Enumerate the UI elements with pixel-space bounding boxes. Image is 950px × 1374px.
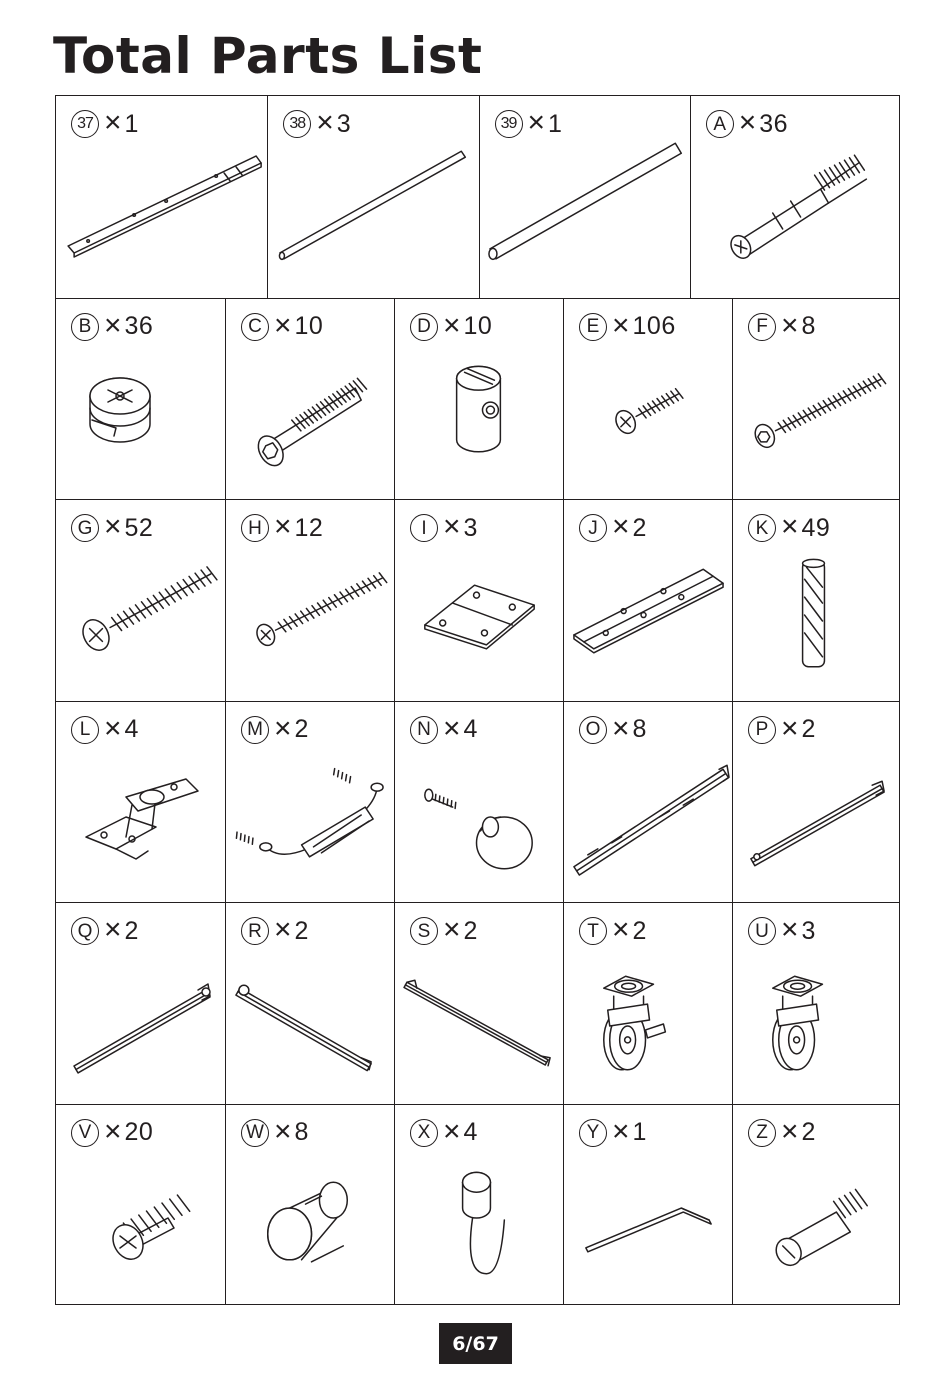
part-label [241,510,324,543]
part-id-badge: B [71,313,99,341]
part-quantity: 1 [632,1118,647,1146]
part-quantity: 2 [801,715,816,743]
part-id-badge: J [579,514,607,542]
times-icon: × [104,308,122,342]
part-id-badge: W [241,1119,269,1147]
part-quantity: 1 [548,109,563,138]
cabinet-hinge-icon [56,747,225,897]
part-quantity: 3 [801,916,816,945]
part-cell [563,299,732,500]
part-label [748,510,831,543]
times-icon: × [104,1114,122,1148]
part-label [495,106,563,139]
part-id-badge: D [410,313,438,341]
times-icon: × [612,913,630,946]
part-id-badge: A [706,110,734,138]
part-quantity: 106 [632,312,676,340]
piano-hinge-icon [564,545,732,695]
times-icon: × [443,510,461,543]
part-cell [732,702,901,903]
times-icon: × [527,106,546,139]
short-screw-icon [564,344,732,494]
part-id-badge: 39 [495,110,523,138]
part-label [579,308,676,342]
part-label [71,308,154,342]
part-id-badge: X [410,1119,438,1147]
part-id-badge: P [748,716,776,744]
part-cell [732,299,901,500]
times-icon: × [316,106,334,139]
part-label [579,510,647,543]
brake-caster-icon [564,948,732,1098]
thin-rod-icon [268,141,478,291]
times-icon: × [781,308,799,342]
small-hinge-icon [395,545,563,695]
times-icon: × [612,1114,630,1148]
part-id-badge: Z [748,1119,776,1147]
part-cell [732,1105,901,1306]
part-quantity: 8 [801,312,816,340]
part-cell [56,903,225,1104]
page-title: Total Parts List [53,27,483,85]
parts-row [56,701,899,903]
times-icon: × [443,913,461,946]
part-id-badge: Q [71,917,99,945]
part-label [748,1114,816,1148]
times-icon: × [104,510,122,543]
part-label [748,913,816,946]
part-label [410,913,478,946]
part-quantity: 36 [759,109,789,138]
times-icon: × [612,510,630,543]
part-quantity: 2 [463,916,478,945]
long-screw-icon [733,344,901,494]
part-cell [225,702,394,903]
part-label [71,913,139,946]
part-cell [394,500,563,701]
part-id-badge: E [579,313,607,341]
times-icon: × [443,711,461,745]
part-id-badge: F [748,313,776,341]
pan-head-screw-icon [56,545,225,695]
part-label [241,1114,309,1148]
flat-head-screw-icon [226,545,394,695]
times-icon: × [612,308,630,342]
part-label [410,510,478,543]
part-id-badge: M [241,716,269,744]
part-id-badge: G [71,514,99,542]
part-cell [563,1105,732,1306]
times-icon: × [274,308,292,342]
part-id-badge: 38 [283,110,311,138]
roller-rail-icon [226,948,394,1098]
part-quantity: 10 [463,312,493,340]
parts-table [55,95,900,1305]
round-knob-icon [395,747,563,897]
part-cell [394,1105,563,1306]
part-id-badge: H [241,514,269,542]
part-label [241,913,309,946]
parts-row [56,96,899,298]
part-quantity: 4 [463,715,478,743]
cam-bolt-icon [691,141,901,291]
part-label [410,711,478,745]
part-label [748,308,816,342]
part-cell [732,903,901,1104]
times-icon: × [781,510,799,543]
times-icon: × [781,711,799,745]
part-quantity: 2 [294,715,309,743]
times-icon: × [443,308,461,342]
part-cell [56,702,225,903]
parts-row [56,298,899,500]
part-label [241,308,324,342]
hook-icon [395,1150,563,1300]
parts-row [56,499,899,701]
part-cell [225,299,394,500]
part-label [71,510,154,543]
part-id-badge: R [241,917,269,945]
parts-row [56,1104,899,1306]
part-id-badge: S [410,917,438,945]
slide-rail-left-icon [56,948,225,1098]
part-cell [394,299,563,500]
times-icon: × [781,1114,799,1148]
part-label [579,711,647,745]
part-quantity: 3 [463,513,478,542]
part-id-badge: I [410,514,438,542]
times-icon: × [104,711,122,745]
part-label [410,308,493,342]
part-label [706,106,789,139]
part-id-badge: U [748,917,776,945]
part-id-badge: L [71,716,99,744]
drawer-slide-icon [564,747,732,897]
times-icon: × [274,510,292,543]
part-cell [563,903,732,1104]
long-rail-icon [395,948,563,1098]
times-icon: × [274,913,292,946]
drywall-anchor-screw-icon [56,1150,225,1300]
slide-rail-icon [733,747,901,897]
part-cell [267,96,478,298]
times-icon: × [738,106,757,139]
part-label [241,711,309,745]
part-quantity: 10 [294,312,324,340]
part-quantity: 20 [124,1118,154,1146]
part-quantity: 2 [801,1118,816,1146]
part-cell [56,500,225,701]
barrel-nut-icon [395,344,563,494]
part-quantity: 2 [632,513,647,542]
part-label [71,106,139,139]
times-icon: × [274,1114,292,1148]
cam-lock-icon [56,344,225,494]
times-icon: × [274,711,292,745]
times-icon: × [443,1114,461,1148]
part-cell [56,299,225,500]
cylinder-knob-icon [226,1150,394,1300]
part-quantity: 3 [336,109,352,138]
part-quantity: 8 [632,715,647,743]
part-cell [394,702,563,903]
part-cell [732,500,901,701]
caster-wheel-icon [733,948,901,1098]
part-id-badge: O [579,716,607,744]
part-label [71,1114,154,1148]
hex-bolt-icon [226,344,394,494]
hex-key-icon [564,1150,732,1300]
part-quantity: 49 [801,513,831,542]
times-icon: × [612,711,630,745]
part-quantity: 4 [124,715,139,743]
part-id-badge: T [579,917,607,945]
part-quantity: 2 [124,916,139,945]
part-id-badge: Y [579,1119,607,1147]
part-id-badge: N [410,716,438,744]
part-label [71,711,139,745]
part-quantity: 8 [294,1118,309,1146]
part-quantity: 1 [124,109,139,138]
part-cell [479,96,690,298]
part-cell [225,500,394,701]
part-label [579,913,647,946]
part-id-badge: V [71,1119,99,1147]
times-icon: × [104,913,122,946]
part-quantity: 4 [463,1118,478,1146]
part-quantity: 2 [294,916,309,945]
part-quantity: 12 [294,513,324,542]
part-cell [56,1105,225,1306]
threaded-connector-icon [733,1150,901,1300]
part-quantity: 36 [124,312,154,340]
part-cell [690,96,901,298]
part-id-badge: K [748,514,776,542]
part-label [748,711,816,745]
thick-rod-icon [480,141,690,291]
page-number: 6/67 [439,1323,512,1364]
part-cell [225,903,394,1104]
bar-handle-icon [226,747,394,897]
part-label [579,1114,647,1148]
part-cell [225,1105,394,1306]
part-quantity: 2 [632,916,647,945]
part-quantity: 52 [124,513,154,542]
part-label [410,1114,478,1148]
times-icon: × [781,913,799,946]
part-label [283,106,352,139]
times-icon: × [104,106,122,139]
part-id-badge: C [241,313,269,341]
part-cell [563,702,732,903]
part-cell [563,500,732,701]
part-cell [56,96,267,298]
wood-dowel-icon [733,545,901,695]
part-id-badge: 37 [71,110,99,138]
panel-board-icon [56,141,267,291]
parts-row [56,902,899,1104]
part-cell [394,903,563,1104]
